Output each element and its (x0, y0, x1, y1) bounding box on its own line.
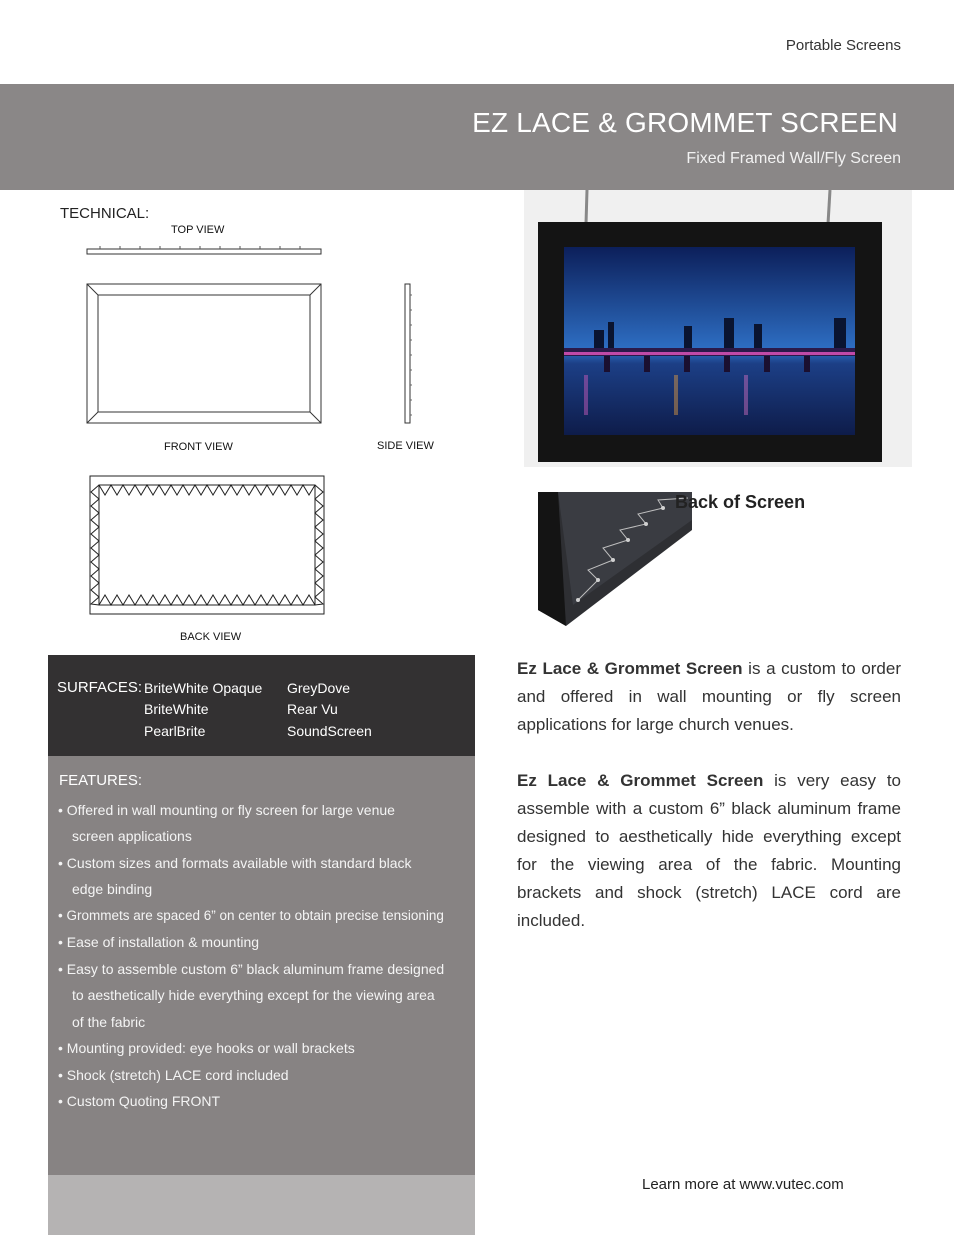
features-title: FEATURES: (59, 772, 143, 789)
surface-item: GreyDove (287, 680, 351, 696)
feature-line: screen applications (72, 828, 192, 844)
features-panel (48, 756, 475, 1175)
surface-item: Rear Vu (287, 701, 338, 717)
description-text: is very easy to assemble with a custom 6” black aluminum frame designed to aesthetically hide everything except for the viewing area of the fabric. Mounting brackets and shock (stretch) LACE cord are included. (517, 771, 901, 930)
description-paragraph-1 (517, 655, 901, 739)
top-view-label: TOP VIEW (171, 224, 225, 236)
feature-line: edge binding (72, 881, 153, 897)
side-view-drawing (405, 284, 412, 423)
surface-item: PearlBrite (144, 723, 206, 739)
surface-item: BriteWhite (144, 701, 209, 717)
product-name: Ez Lace & Grommet Screen (517, 771, 764, 790)
feature-line: • Easy to assemble custom 6” black aluminum frame designed (58, 961, 445, 977)
back-view-label: BACK VIEW (180, 631, 242, 643)
feature-line: • Grommets are spaced 6” on center to obtain precise tensioning (58, 908, 444, 923)
front-view-label: FRONT VIEW (164, 441, 233, 453)
feature-line: to aesthetically hide everything except for the viewing area (72, 987, 435, 1003)
surface-item: BriteWhite Opaque (144, 680, 263, 696)
top-view-drawing (87, 246, 321, 254)
feature-line: • Custom sizes and formats available with standard black (58, 855, 412, 871)
page-subtitle: Fixed Framed Wall/Fly Screen (686, 150, 901, 167)
technical-label: TECHNICAL: (60, 205, 150, 222)
feature-line: • Custom Quoting FRONT (58, 1093, 221, 1109)
feature-line: • Ease of installation & mounting (58, 934, 260, 950)
back-of-screen-photo (528, 490, 693, 640)
front-view-drawing (87, 284, 321, 423)
description-text: is a custom to order and offered in wall mounting or fly screen applications for large church venues. (517, 659, 902, 734)
product-name: Ez Lace & Grommet Screen (517, 659, 743, 678)
side-view-label: SIDE VIEW (377, 440, 434, 452)
surfaces-panel (48, 655, 475, 756)
surfaces-label: SURFACES: (57, 679, 143, 696)
feature-line: of the fabric (72, 1014, 146, 1030)
description-paragraph-2 (517, 767, 901, 935)
learn-more-link[interactable]: Learn more at www.vutec.com (642, 1176, 844, 1193)
feature-line: • Mounting provided: eye hooks or wall brackets (58, 1040, 355, 1056)
back-view-drawing (90, 476, 324, 614)
feature-line: • Offered in wall mounting or fly screen for large venue (58, 802, 395, 818)
page-title: EZ LACE & GROMMET SCREEN (472, 107, 898, 138)
feature-line: • Shock (stretch) LACE cord included (58, 1067, 289, 1083)
footer-bar (48, 1175, 475, 1235)
screen-photo (524, 190, 912, 467)
back-of-screen-caption: Back of Screen (675, 492, 806, 512)
category-label: Portable Screens (785, 37, 901, 54)
surface-item: SoundScreen (287, 723, 372, 739)
